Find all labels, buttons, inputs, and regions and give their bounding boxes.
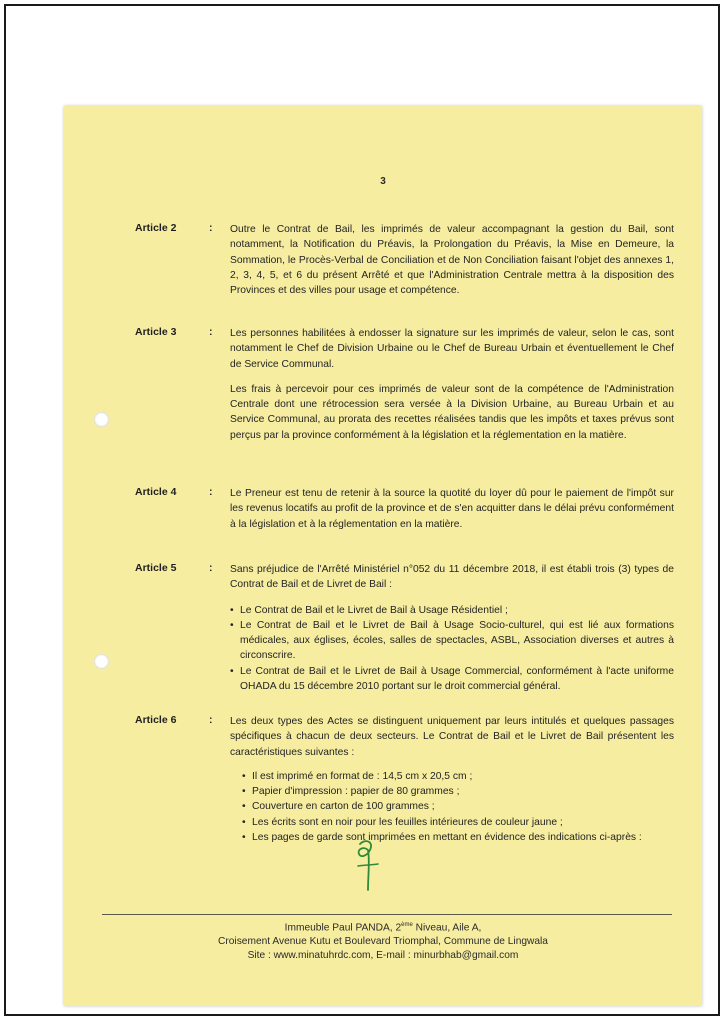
page-number: 3	[380, 176, 386, 187]
document-page	[64, 106, 702, 1006]
article-body	[230, 562, 674, 694]
article-paragraph: Les frais à percevoir pour ces imprimés de valeur sont de la compétence de l'Administration Centrale dont une rétrocession sera versée à la Division Urbaine, au Bureau Urbain et au Service Communal, au prorata des recettes réalisées tandis que les impôts et taxes prévus sont perçus par la province conformément à la législation et la réglementation en la matière.	[230, 383, 674, 441]
article-label: Article 5	[135, 562, 177, 574]
article-body	[230, 326, 674, 450]
footer-divider	[102, 914, 672, 915]
article-label: Article 4	[135, 486, 177, 498]
punch-hole-upper	[94, 412, 109, 427]
list-item: • Les écrits sont en noir pour les feuilles intérieures de couleur jaune ;	[242, 815, 674, 830]
article-paragraph: Les personnes habilitées à endosser la signature sur les imprimés de valeur, selon le cas, sont notamment le Chef de Division Urbaine ou le Chef de Bureau Urbain et éventuellement le Chef de Service Communal.	[230, 328, 674, 370]
article-label: Article 6	[135, 714, 177, 726]
article-colon: :	[209, 486, 213, 498]
document-frame	[4, 4, 720, 1016]
footer-line-1	[64, 918, 702, 935]
list-item: • Les pages de garde sont imprimées en mettant en évidence des indications ci-après :	[242, 830, 674, 845]
footer-building: Immeuble Paul PANDA, 2	[284, 922, 402, 934]
punch-hole-lower	[94, 654, 109, 669]
list-item: • Couverture en carton de 100 grammes ;	[242, 799, 674, 814]
list-item: • Le Contrat de Bail et le Livret de Bail à Usage Commercial, conformément à l'acte uniforme OHADA du 15 décembre 2010 portant sur le droit commercial général.	[230, 664, 674, 695]
article-body	[230, 486, 674, 539]
list-item: • Il est imprimé en format de : 14,5 cm x 20,5 cm ;	[242, 769, 674, 784]
list-item: • Papier d'impression : papier de 80 grammes ;	[242, 784, 674, 799]
footer-address	[64, 918, 702, 963]
footer-line-3: Site : www.minatuhrdc.com, E-mail : minurbhab@gmail.com	[247, 950, 519, 962]
article-paragraph: Sans préjudice de l'Arrêté Ministériel n°052 du 11 décembre 2018, il est établi trois (3) types de Contrat de Bail et de Livret de Bail :	[230, 564, 674, 591]
list-item: • Le Contrat de Bail et le Livret de Bail à Usage Socio-culturel, qui est lié aux formations médicales, aux églises, écoles, salles de spectacles, ASBL, Association diverses et autres à circonscrire.	[230, 618, 674, 664]
article-colon: :	[209, 222, 213, 234]
article-colon: :	[209, 562, 213, 574]
footer-superscript: ème	[401, 922, 413, 928]
article-paragraph: Le Preneur est tenu de retenir à la source la quotité du loyer dû pour le paiement de l'impôt sur les revenus locatifs au profit de la province et de s'en acquitter dans le délai prévu conformément à la législation et à la réglementation en la matière.	[230, 488, 674, 530]
bullet-list	[230, 603, 674, 695]
article-label: Article 2	[135, 222, 177, 234]
article-body	[230, 714, 674, 845]
footer-line-2: Croisement Avenue Kutu et Boulevard Triomphal, Commune de Lingwala	[218, 936, 548, 948]
article-label: Article 3	[135, 326, 177, 338]
article-paragraph: Les deux types des Actes se distinguent uniquement par leurs intitulés et quelques passages spécifiques à chacun de deux secteurs. Le Contrat de Bail et le Livret de Bail présentent les caractéristiques suivantes :	[230, 716, 674, 758]
list-item: • Le Contrat de Bail et le Livret de Bail à Usage Résidentiel ;	[230, 603, 674, 618]
bullet-list	[242, 769, 674, 845]
article-colon: :	[209, 326, 213, 338]
footer-level: Niveau, Aile A,	[412, 922, 482, 934]
article-paragraph: Outre le Contrat de Bail, les imprimés de valeur accompagnant la gestion du Bail, sont notamment, la Notification du Préavis, la Prolongation du Préavis, la Mise en Demeure, la Sommation, le Procès-Verbal de Conciliation et de Non Conciliation faisant l'objet des annexes 1, 2, 3, 4, 5, et 6 du présent Arrêté et que l'Administration Centrale mettra à la disposition des Provinces et des villes pour usage et compétence.	[230, 224, 674, 297]
handwritten-initials-signature	[346, 836, 386, 894]
article-colon: :	[209, 714, 213, 726]
article-body	[230, 222, 674, 305]
